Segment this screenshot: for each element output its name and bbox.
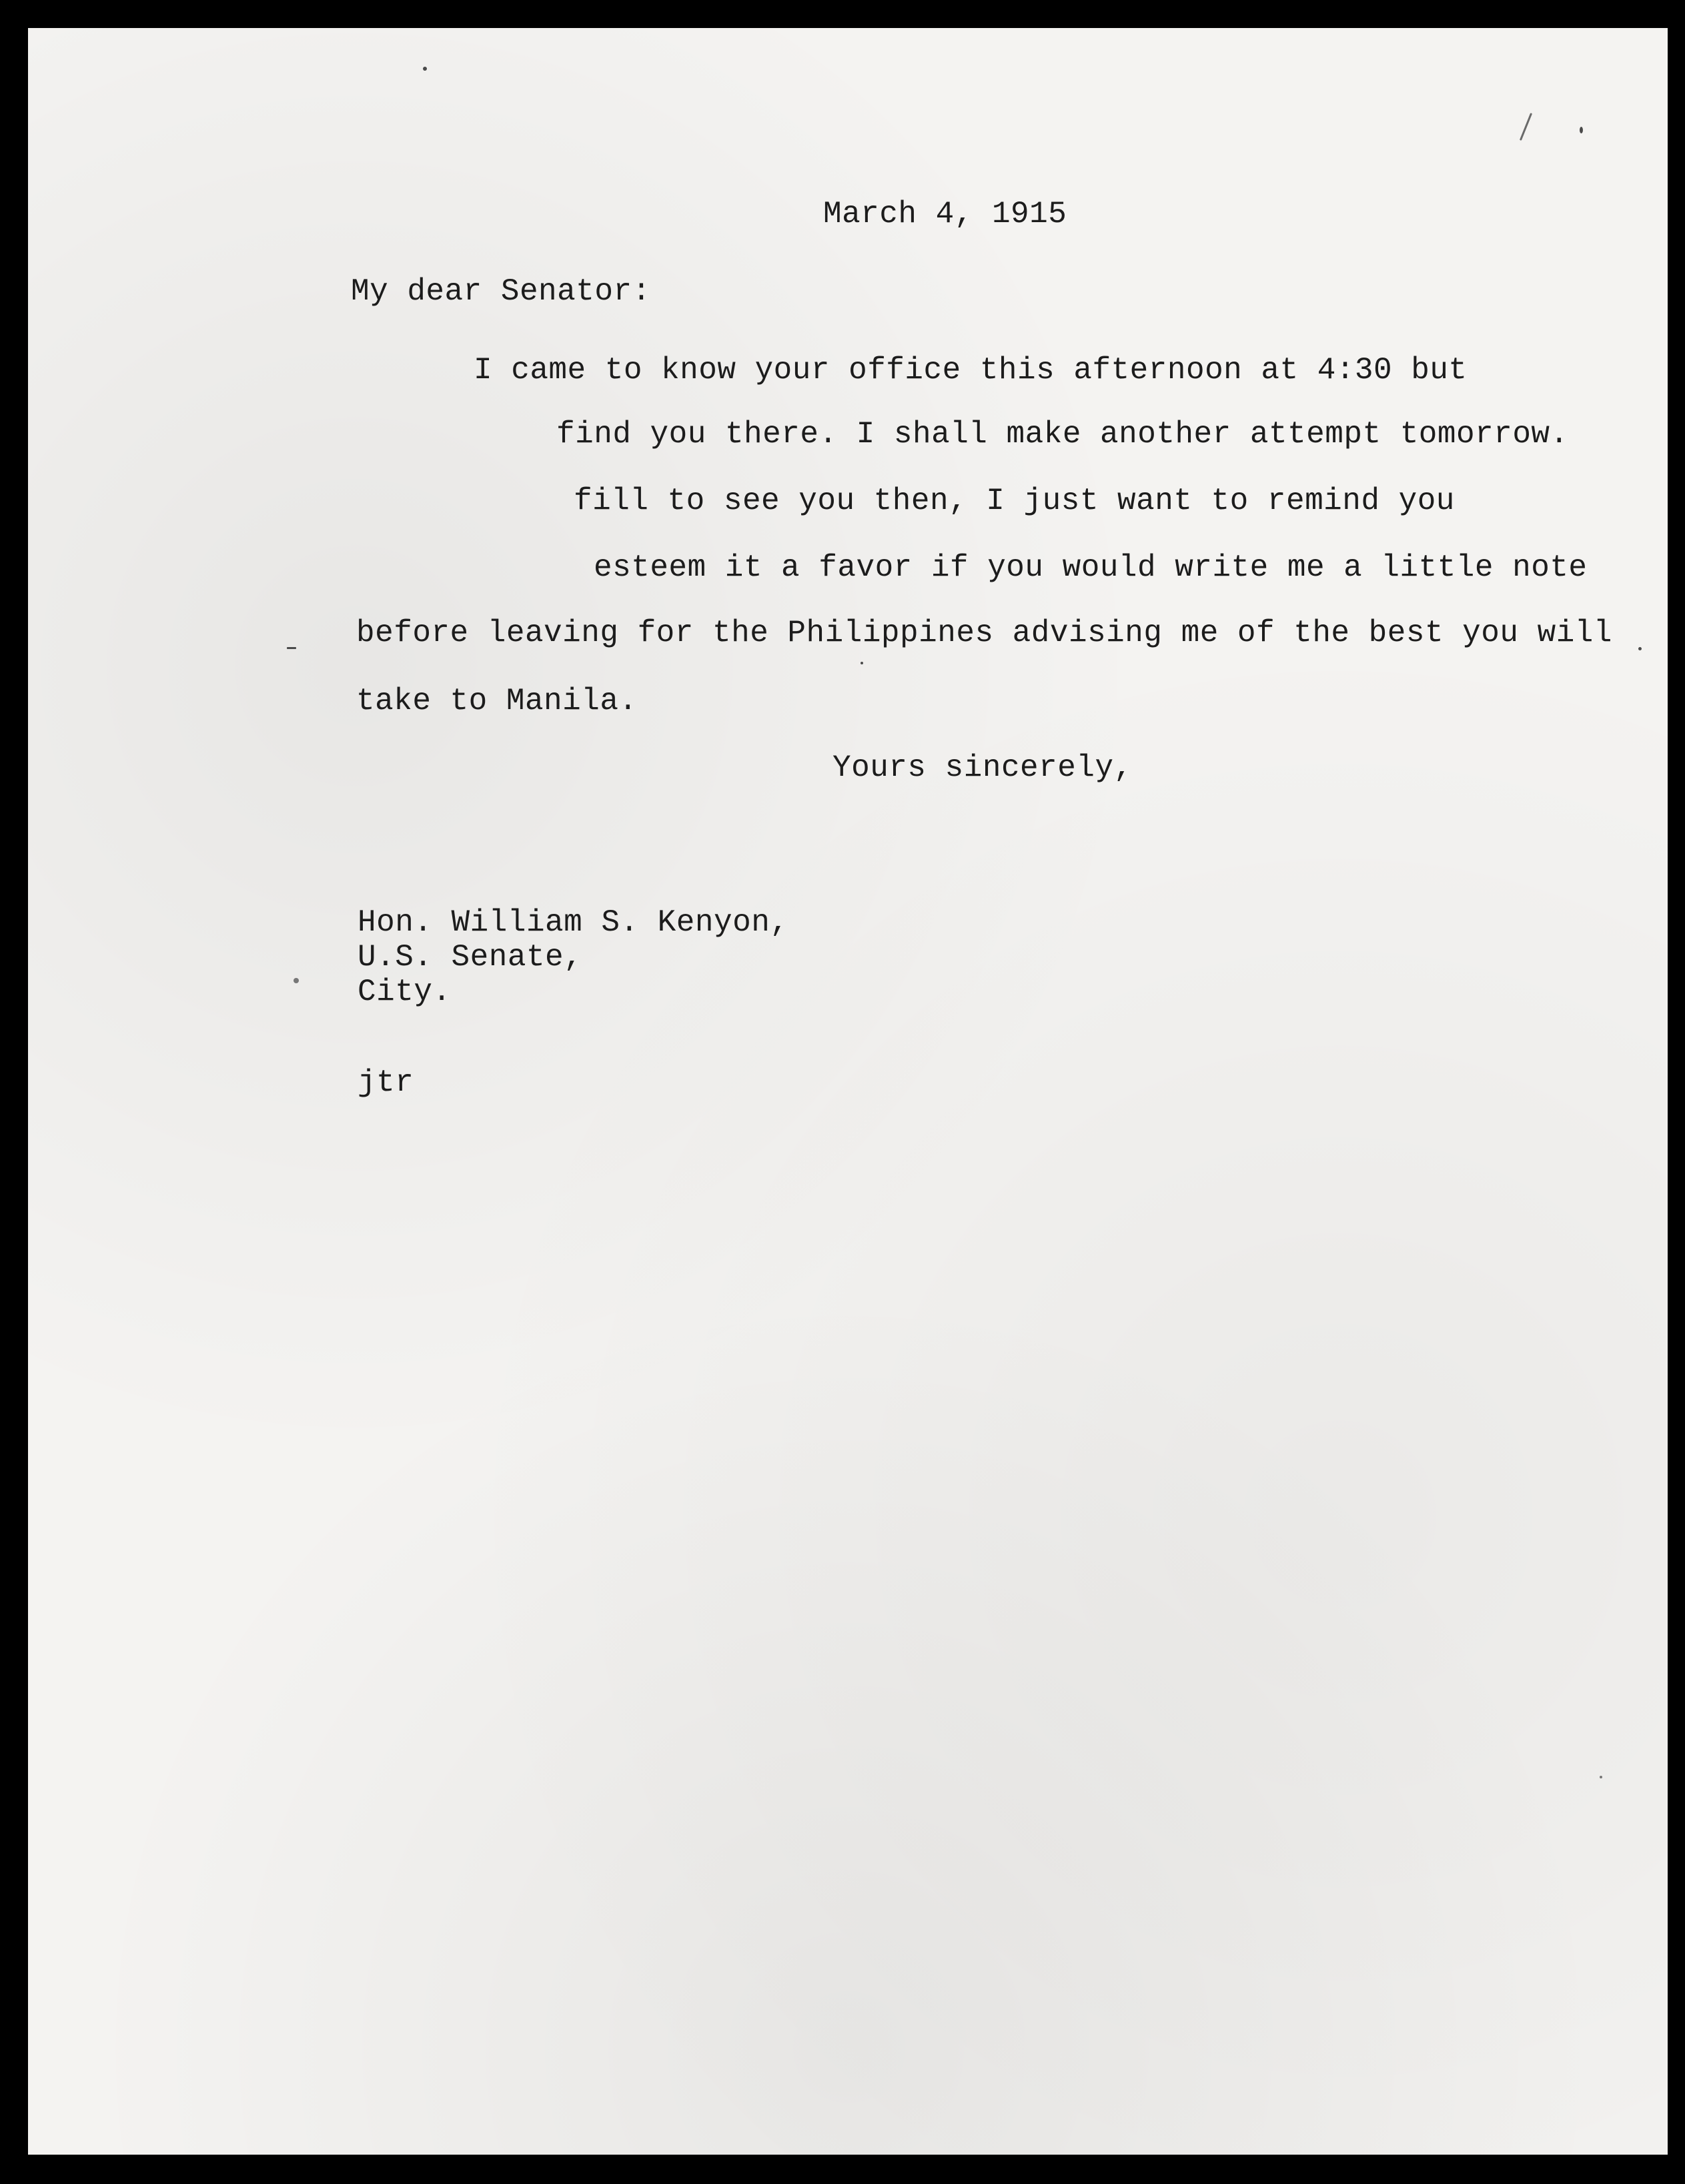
paper-speck xyxy=(287,647,296,649)
paper-speck xyxy=(1600,1776,1602,1778)
body-line: find you there. I shall make another attempt tomorrow. xyxy=(556,417,1569,452)
letter-date: March 4, 1915 xyxy=(823,197,1067,231)
typist-initials: jtr xyxy=(358,1065,414,1100)
paper-speck xyxy=(294,978,299,983)
body-line: I came to know your office this afternoon at 4:30 but xyxy=(474,353,1468,388)
closing: Yours sincerely, xyxy=(832,750,1133,785)
paper-speck xyxy=(423,67,427,71)
paper-speck xyxy=(1520,113,1532,141)
letter-page xyxy=(28,28,1668,2155)
paper-speck xyxy=(1580,127,1583,133)
body-line: take to Manila. xyxy=(356,684,638,718)
body-line: fill to see you then, I just want to remind you xyxy=(574,484,1455,518)
recipient-address-line: Hon. William S. Kenyon, xyxy=(358,905,789,940)
salutation: My dear Senator: xyxy=(351,274,651,309)
paper-speck xyxy=(1638,647,1642,650)
recipient-address-line: City. xyxy=(358,975,452,1009)
recipient-address-line: U.S. Senate, xyxy=(358,940,583,975)
body-line: before leaving for the Philippines advising me of the best you will xyxy=(356,616,1613,650)
paper-speck xyxy=(861,662,863,664)
body-line: esteem it a favor if you would write me a little note xyxy=(594,550,1588,585)
